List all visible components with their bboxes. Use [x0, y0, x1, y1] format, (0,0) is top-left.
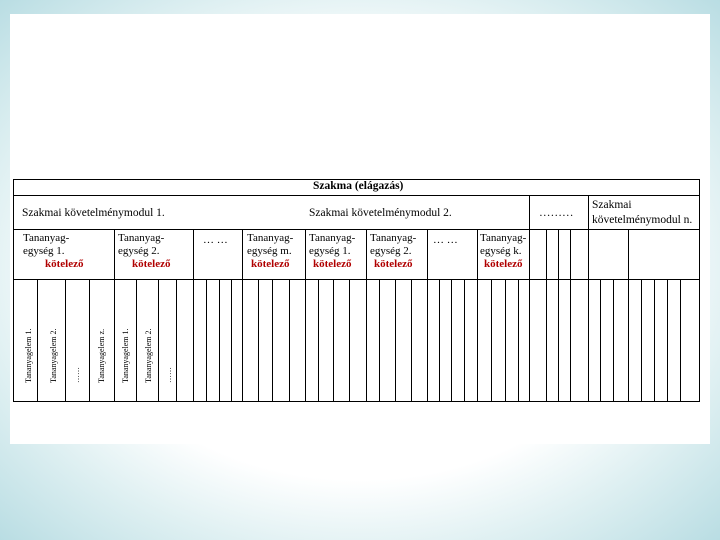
unit-label: egység 1.	[309, 245, 351, 257]
required-label: kötelező	[45, 258, 84, 270]
element-label: Tananyagelem 1.	[24, 328, 33, 383]
unit-label: egység m.	[247, 245, 292, 257]
table-title: Szakma (elágazás)	[313, 180, 404, 192]
unit-label: Tananyag-	[118, 232, 165, 244]
unit-ellipsis-2: … …	[433, 234, 458, 246]
unit-ellipsis-1: … …	[203, 234, 228, 246]
unit-label: Tananyag-	[309, 232, 356, 244]
unit-label: Tananyag-	[247, 232, 294, 244]
element-ellipsis: ……	[72, 367, 81, 383]
module-label-2: Szakmai követelménymodul 2.	[309, 207, 452, 219]
element-label: Tananyagelem z.	[97, 328, 106, 383]
unit-label: egység 2.	[370, 245, 412, 257]
module-label-n	[592, 198, 698, 228]
element-label: Tananyagelem 1.	[121, 328, 130, 383]
module-ellipsis: ………	[539, 207, 574, 219]
unit-label: egység 2.	[118, 245, 160, 257]
module-label-n-text: Szakmai követelménymodul n.	[592, 199, 693, 226]
element-label: Tananyagelem 2.	[144, 328, 153, 383]
unit-label: Tananyag-	[480, 232, 527, 244]
required-label: kötelező	[484, 258, 523, 270]
unit-cell-m	[247, 232, 293, 271]
curriculum-structure-table	[13, 174, 705, 406]
required-label: kötelező	[132, 258, 171, 270]
unit-label: egység 1.	[23, 245, 65, 257]
unit-cell-2-2	[370, 232, 416, 271]
unit-cell-2	[118, 232, 170, 271]
unit-cell-2-1	[309, 232, 355, 271]
element-label: Tananyagelem 2.	[49, 328, 58, 383]
unit-label: egység k.	[480, 245, 522, 257]
unit-cell-1	[23, 232, 83, 271]
module-label-1: Szakmai követelménymodul 1.	[22, 207, 165, 219]
unit-cell-k	[480, 232, 526, 271]
required-label: kötelező	[251, 258, 290, 270]
required-label: kötelező	[313, 258, 352, 270]
unit-label: Tananyag-	[370, 232, 417, 244]
unit-label: Tananyag-	[23, 232, 70, 244]
element-ellipsis: ……	[164, 367, 173, 383]
required-label: kötelező	[374, 258, 413, 270]
